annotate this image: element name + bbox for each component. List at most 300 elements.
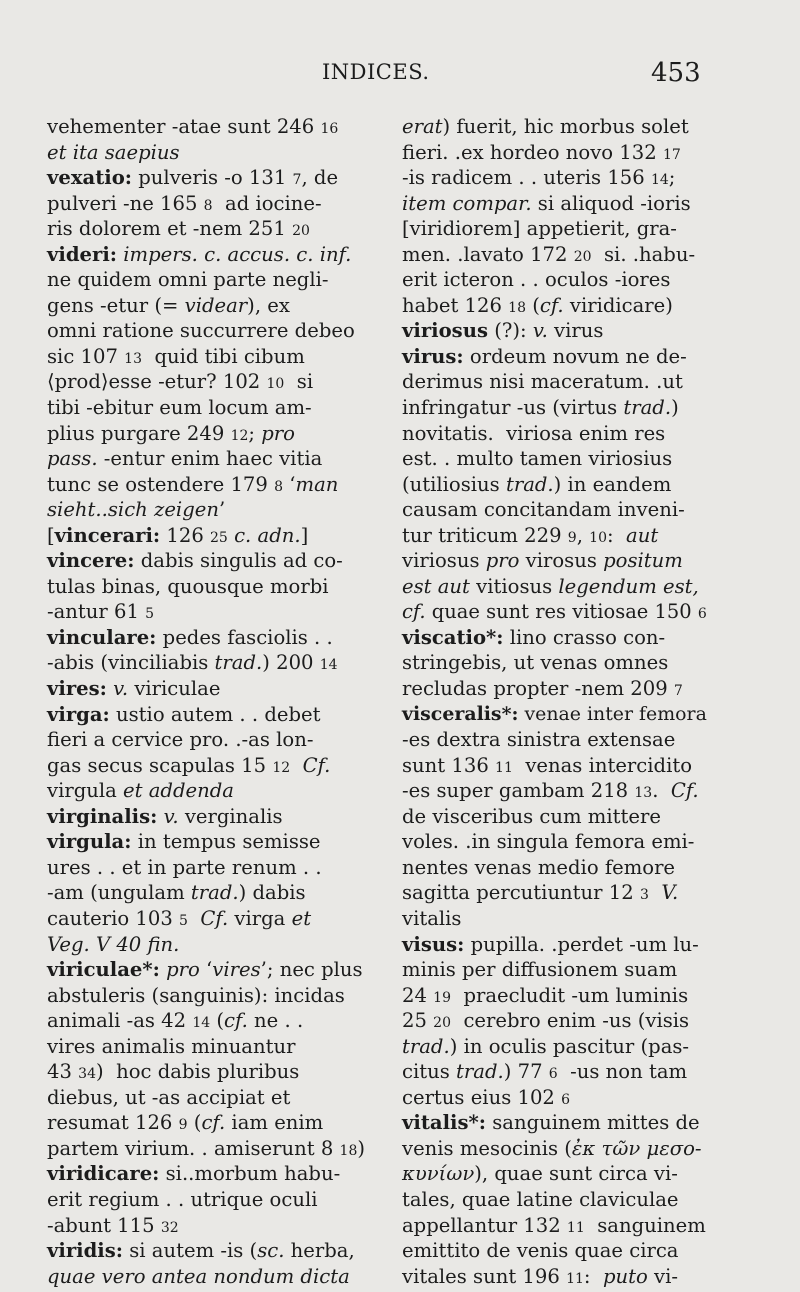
index-italic: V. <box>661 881 679 905</box>
index-headword: viridis: <box>47 1239 124 1263</box>
index-text: ’; nec plus <box>260 958 363 982</box>
line-number: 20 <box>573 248 592 265</box>
index-text: vi- <box>647 1264 678 1288</box>
page-header <box>0 58 800 98</box>
index-italic: Cf. <box>302 753 331 777</box>
index-line <box>47 472 367 498</box>
index-line <box>402 1187 707 1213</box>
index-line <box>402 1136 707 1162</box>
index-text: ) fuerit, hic morbus solet <box>442 115 689 138</box>
index-line <box>402 548 707 574</box>
index-text: praecludit -um luminis <box>451 983 689 1007</box>
index-line <box>47 267 367 293</box>
line-number: 11 <box>566 1219 585 1236</box>
index-text: virgula <box>47 779 124 803</box>
index-italic: κυνίων <box>402 1162 475 1186</box>
index-headword: visceralis*: <box>402 702 519 725</box>
index-italic: pro <box>485 549 520 573</box>
index-line <box>402 932 707 958</box>
line-number: 8 <box>274 478 284 495</box>
index-line <box>402 1008 707 1034</box>
index-line <box>47 727 367 753</box>
index-italic: trad. <box>456 1060 504 1084</box>
index-text: si. .habu- <box>591 242 696 266</box>
line-number: 34 <box>78 1066 96 1083</box>
index-text: emittito de venis quae circa <box>402 1239 679 1263</box>
index-text: ne quidem omni parte negli- <box>47 268 329 292</box>
line-number: 7 <box>292 172 302 189</box>
index-italic: trad. <box>623 396 672 420</box>
index-text: partem virium. . amiserunt 8 <box>47 1136 340 1160</box>
index-text: -us non tam <box>557 1060 688 1084</box>
index-text: tibi -ebitur eum locum am- <box>47 396 312 420</box>
index-line <box>47 446 367 472</box>
index-text <box>188 907 200 930</box>
line-number: 5 <box>179 912 188 929</box>
index-text: resumat 126 <box>47 1111 179 1135</box>
index-italic: Cf. <box>670 779 699 803</box>
index-line <box>47 1136 367 1162</box>
index-italic: sc. <box>257 1239 285 1263</box>
index-line <box>402 727 707 753</box>
index-line <box>47 753 367 779</box>
index-line <box>47 1085 367 1111</box>
index-text: vitales sunt 196 <box>402 1264 567 1288</box>
line-number: 6 <box>548 1066 558 1083</box>
index-text: animali -as 42 <box>47 1009 193 1033</box>
index-text: pupilla. .perdet -um lu- <box>464 932 699 956</box>
index-text: ( <box>210 1009 225 1033</box>
index-text: infringatur -us (virtus <box>402 396 624 420</box>
index-text: 43 <box>47 1060 79 1084</box>
index-text: erit icteron . . oculos -iores <box>402 268 671 292</box>
index-text: -abis (vinciliabis <box>47 651 215 675</box>
index-italic: positum <box>603 549 683 573</box>
index-text: viriculae <box>128 677 221 701</box>
index-text: ’ <box>218 498 226 522</box>
index-text: voles. .in singula femora emi- <box>402 830 695 854</box>
index-line <box>402 906 707 932</box>
index-line <box>402 574 707 600</box>
index-text: vitalis <box>402 906 462 930</box>
index-text: de visceribus cum mittere <box>402 804 661 828</box>
index-line <box>47 1008 367 1034</box>
index-line <box>402 753 707 779</box>
index-line <box>47 778 367 804</box>
index-text: sagitta percutiuntur 12 <box>402 881 640 905</box>
index-text: ) <box>671 396 679 420</box>
index-line <box>402 472 707 498</box>
index-text: erit regium . . utrique oculi <box>47 1187 318 1211</box>
index-text: pulveri -ne 165 <box>47 191 204 215</box>
index-italic: item compar. <box>402 191 532 215</box>
index-line <box>47 344 367 370</box>
index-text: 25 <box>402 1009 434 1033</box>
index-line <box>402 983 707 1009</box>
index-text: vitiosus <box>469 574 559 598</box>
index-line <box>47 497 367 523</box>
index-column-left <box>47 114 367 1289</box>
line-number: 14 <box>319 657 338 674</box>
index-text: [viridiorem] appetierit, gra- <box>402 217 677 241</box>
index-text: ) 77 <box>503 1060 549 1084</box>
index-text: gens -etur (= <box>47 293 185 317</box>
index-text: ris dolorem et -nem 251 <box>47 217 293 241</box>
index-text: ( <box>526 293 540 317</box>
index-italic: cf. <box>539 293 564 317</box>
index-italic: Veg. V 40 fin. <box>47 932 180 956</box>
index-line <box>47 242 367 268</box>
line-number: 12 <box>230 427 249 444</box>
index-headword: visus: <box>402 932 465 956</box>
index-line <box>402 625 707 651</box>
index-line <box>402 650 707 676</box>
index-headword: vexatio: <box>47 166 133 190</box>
index-text: (?): <box>487 319 533 343</box>
line-number: 6 <box>697 606 707 623</box>
line-number: 20 <box>292 223 310 240</box>
index-line <box>47 983 367 1009</box>
index-text: -es dextra sinistra extensae <box>402 728 676 752</box>
index-line <box>402 1059 707 1085</box>
index-italic: erat <box>402 115 443 138</box>
index-line <box>47 369 367 395</box>
line-number: 7 <box>673 683 683 700</box>
index-text: . <box>652 779 671 803</box>
index-text: -es super gambam 218 <box>402 779 635 803</box>
index-line <box>402 957 707 983</box>
index-line <box>402 804 707 830</box>
index-line <box>402 880 707 906</box>
index-italic: pro <box>261 421 295 445</box>
index-line <box>402 778 707 804</box>
index-line <box>402 1264 707 1290</box>
index-text: ; <box>248 421 262 445</box>
index-headword: viscatio*: <box>402 625 504 649</box>
index-italic: trad. <box>402 1034 450 1058</box>
index-text: dabis singulis ad co- <box>134 549 343 573</box>
index-line <box>402 1161 707 1187</box>
index-italic: trad. <box>505 472 554 496</box>
index-text: sanguinem <box>584 1213 706 1237</box>
index-line <box>47 804 367 830</box>
index-text: derimus nisi maceratum. .ut <box>402 370 683 394</box>
index-headword: vires: <box>47 677 107 701</box>
index-headword: vitalis*: <box>402 1111 486 1135</box>
index-text: ordeum novum ne de- <box>463 344 687 368</box>
index-text: novitatis. viriosa enim res <box>402 421 666 445</box>
index-headword: videri: <box>47 242 117 266</box>
index-text: -am (ungulam <box>47 881 191 905</box>
index-line <box>402 1034 707 1060</box>
index-text: , de <box>301 166 339 190</box>
index-text: certus eius 102 <box>402 1085 562 1109</box>
index-headword: viriosus <box>402 319 488 343</box>
index-text: ne . . <box>247 1009 304 1033</box>
index-italic: v. <box>113 677 129 701</box>
index-text: : <box>583 1264 603 1288</box>
index-line <box>47 421 367 447</box>
index-text: -abunt 115 <box>47 1213 161 1237</box>
index-text: 126 <box>160 523 211 547</box>
index-text: appellantur 132 <box>402 1213 567 1237</box>
page-number: 453 <box>651 58 701 88</box>
index-line <box>47 523 367 549</box>
index-text: sic 107 <box>47 344 125 368</box>
index-headword: virginalis: <box>47 804 158 828</box>
index-text: -antur 61 <box>47 600 146 624</box>
index-line <box>47 880 367 906</box>
index-line <box>47 216 367 242</box>
index-text: tales, quae latine claviculae <box>402 1187 679 1211</box>
index-headword: viriculae*: <box>47 958 160 982</box>
index-line <box>47 548 367 574</box>
index-italic: sieht..sich zeigen <box>47 498 219 522</box>
index-italic: videar <box>184 293 248 317</box>
index-text: fieri. .ex hordeo novo 132 <box>402 140 663 164</box>
index-text: ‘ <box>199 958 213 982</box>
line-number: 32 <box>160 1219 179 1236</box>
index-text: si..morbum habu- <box>159 1162 341 1186</box>
line-number: 18 <box>508 299 526 316</box>
index-text: cerebro enim -us (visis <box>451 1009 690 1033</box>
index-text: si autem -is ( <box>123 1239 258 1263</box>
index-line <box>47 1213 367 1239</box>
index-text: tunc se ostendere 179 <box>47 472 275 496</box>
index-italic: et <box>291 906 312 930</box>
index-italic: v. <box>163 804 179 828</box>
index-text: sunt 136 <box>402 753 496 777</box>
index-text: fieri a cervice pro. .-as lon- <box>47 728 314 752</box>
index-text: minis per diffusionem suam <box>402 958 678 982</box>
index-line <box>47 165 367 191</box>
index-text: nentes venas medio femore <box>402 855 676 879</box>
line-number: 9 <box>178 1117 188 1134</box>
line-number: 13 <box>124 350 142 367</box>
index-text: pulveris -o 131 <box>132 166 293 190</box>
index-line <box>47 140 367 166</box>
index-italic: est aut <box>402 574 470 598</box>
index-line <box>47 318 367 344</box>
index-line <box>47 599 367 625</box>
index-text: tur triticum 229 <box>402 523 568 547</box>
index-line <box>402 829 707 855</box>
index-line <box>47 1161 367 1187</box>
index-italic: puto <box>602 1264 648 1288</box>
index-text: si <box>284 370 314 394</box>
index-line <box>402 293 707 319</box>
index-line <box>402 1110 707 1136</box>
index-italic: vires <box>212 958 261 982</box>
index-text: ⟨prod⟩esse -etur? 102 <box>47 370 267 394</box>
index-line <box>402 1085 707 1111</box>
index-italic: legendum est, <box>558 574 699 598</box>
index-headword: virgula: <box>47 830 132 854</box>
index-line <box>402 855 707 881</box>
line-number: 17 <box>662 146 681 163</box>
index-text: venas intercidito <box>512 753 693 777</box>
index-text: venis mesocinis ( <box>402 1136 572 1160</box>
index-line <box>402 165 707 191</box>
index-italic: c. adn. <box>234 523 301 547</box>
line-number: 19 <box>433 989 451 1006</box>
index-text: ) dabis <box>238 881 306 905</box>
index-line <box>402 114 707 140</box>
index-headword: vinculare: <box>47 625 157 649</box>
index-line <box>47 932 367 958</box>
index-headword: vincerari: <box>54 523 161 547</box>
index-italic: cf. <box>402 600 426 624</box>
index-line <box>47 114 367 140</box>
index-line <box>47 957 367 983</box>
index-line <box>402 191 707 217</box>
index-line <box>402 1213 707 1239</box>
index-line <box>402 216 707 242</box>
line-number: 25 <box>210 529 228 546</box>
index-text: ) in eandem <box>553 472 672 496</box>
line-number: 18 <box>339 1142 358 1159</box>
index-text: citus <box>402 1060 457 1084</box>
line-number: 6 <box>561 1091 571 1108</box>
index-italic: v. <box>532 319 548 343</box>
index-text: si aliquod -ioris <box>531 191 691 215</box>
index-text: recludas propter -nem 209 <box>402 677 674 701</box>
index-text: plius purgare 249 <box>47 421 231 445</box>
index-line <box>47 625 367 651</box>
index-text: vehementer -atae sunt 246 <box>47 115 321 138</box>
line-number: 20 <box>433 1015 451 1032</box>
index-text: herba, <box>284 1239 355 1263</box>
index-italic: aut <box>626 523 659 547</box>
index-line <box>47 829 367 855</box>
index-line <box>47 574 367 600</box>
line-number: 9 <box>567 529 577 546</box>
index-line <box>402 497 707 523</box>
index-line <box>402 395 707 421</box>
index-headword: viridicare: <box>47 1162 160 1186</box>
index-italic: Cf. <box>200 906 229 930</box>
index-line <box>402 676 707 702</box>
index-text: ] <box>300 523 309 547</box>
index-column-right <box>402 114 707 1289</box>
index-text: abstuleris (sanguinis): incidas <box>47 983 345 1007</box>
line-number: 13 <box>634 785 653 802</box>
line-number: 11 <box>566 1270 584 1287</box>
index-line <box>402 242 707 268</box>
index-text: virga <box>228 906 292 930</box>
line-number: 14 <box>650 172 669 189</box>
index-text: : <box>606 523 627 547</box>
index-text: viriosus <box>402 549 486 573</box>
line-number: 10 <box>589 529 607 546</box>
index-italic: et addenda <box>123 779 234 803</box>
line-number: 14 <box>192 1015 211 1032</box>
index-line <box>47 1238 367 1264</box>
index-line <box>402 267 707 293</box>
index-text: ), quae sunt circa vi- <box>474 1162 678 1186</box>
line-number: 5 <box>145 606 155 623</box>
index-text <box>290 754 302 777</box>
index-italic: cf. <box>224 1009 248 1033</box>
index-text: sanguinem mittes de <box>485 1111 700 1135</box>
index-line <box>402 523 707 549</box>
index-italic: man <box>295 472 339 496</box>
index-text: men. .lavato 172 <box>402 242 574 266</box>
index-line <box>402 369 707 395</box>
index-text: stringebis, ut venas omnes <box>402 651 669 675</box>
index-text: vires animalis minuantur <box>47 1034 296 1058</box>
index-text: ad iocine- <box>212 191 322 215</box>
index-italic: cf. <box>201 1111 226 1135</box>
index-text: in tempus semisse <box>131 830 321 854</box>
index-line <box>402 140 707 166</box>
index-text: virus <box>547 319 604 343</box>
index-text: ( <box>187 1111 202 1135</box>
index-line <box>402 702 707 728</box>
index-text: ures . . et in parte renum . . <box>47 855 322 879</box>
index-italic: impers. c. accus. c. inf. <box>123 242 352 266</box>
index-text: est. . multo tamen viriosius <box>402 447 673 471</box>
index-text: ‘ <box>283 472 296 496</box>
index-text: [ <box>47 523 55 547</box>
index-text: 24 <box>402 983 434 1007</box>
index-italic: quae vero antea nondum dicta <box>47 1264 350 1288</box>
index-text: iam enim <box>225 1111 324 1135</box>
index-line <box>47 676 367 702</box>
index-line <box>402 446 707 472</box>
index-line <box>47 650 367 676</box>
line-number: 12 <box>272 759 291 776</box>
index-line <box>47 1059 367 1085</box>
index-text: -entur enim haec vitia <box>97 447 323 471</box>
index-text: verginalis <box>178 804 283 828</box>
index-text: omni ratione succurrere debeo <box>47 319 355 343</box>
index-line <box>402 1238 707 1264</box>
index-line <box>402 599 707 625</box>
index-text: virosus <box>519 549 604 573</box>
index-line <box>402 344 707 370</box>
index-line <box>47 395 367 421</box>
index-text: causam concitandam inveni- <box>402 498 685 522</box>
index-italic: pass. <box>47 447 98 471</box>
line-number: 8 <box>203 197 213 214</box>
index-text: cauterio 103 <box>47 906 180 930</box>
index-line <box>47 1110 367 1136</box>
index-text: lino crasso con- <box>503 625 666 649</box>
index-italic: ἐκ τῶν μεσο- <box>571 1136 702 1160</box>
index-text: viridicare) <box>563 293 673 317</box>
index-text: ) <box>357 1136 366 1160</box>
index-text <box>649 881 661 904</box>
index-text: pedes fasciolis . . <box>156 625 333 649</box>
index-text: -is radicem . . uteris 156 <box>402 166 651 190</box>
index-text: gas secus scapulas 15 <box>47 753 273 777</box>
index-text: tulas binas, quousque morbi <box>47 574 329 598</box>
line-number: 3 <box>639 887 649 904</box>
index-text: diebus, ut -as accipiat et <box>47 1085 291 1109</box>
index-line <box>47 1264 367 1290</box>
index-italic: et ita saepius <box>47 140 180 164</box>
index-text: (utiliosius <box>402 472 506 496</box>
index-text: ), ex <box>247 293 290 317</box>
index-headword: virga: <box>47 702 110 726</box>
index-text: ) 200 <box>262 651 320 675</box>
index-line <box>47 293 367 319</box>
index-text: venae inter femora <box>518 702 707 725</box>
running-head: INDICES. <box>322 60 430 84</box>
index-text: habet 126 <box>402 293 509 317</box>
index-line <box>402 421 707 447</box>
